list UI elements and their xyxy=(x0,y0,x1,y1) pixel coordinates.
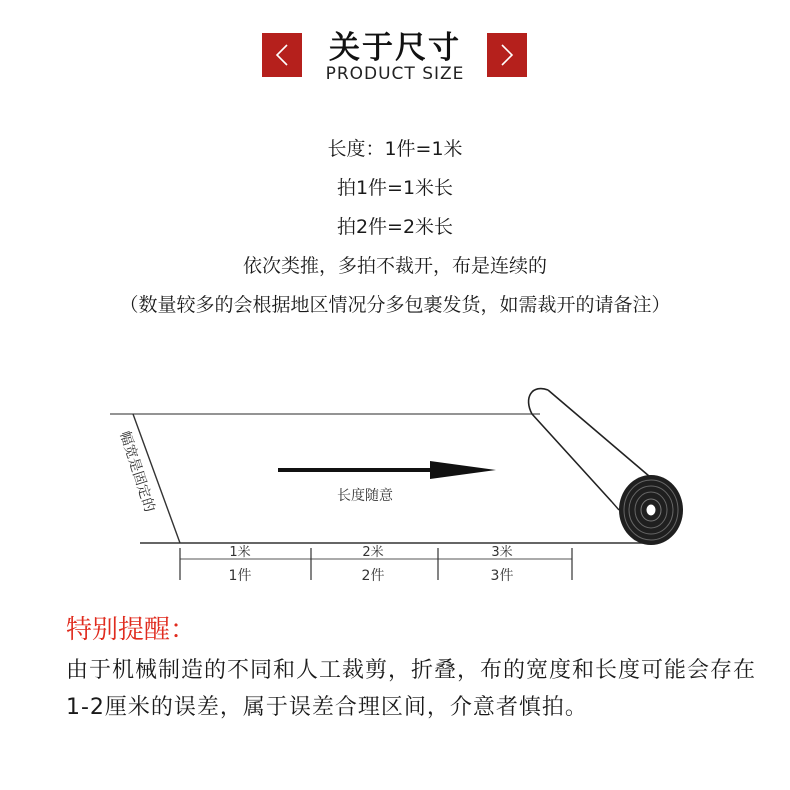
intro-line-1-piece: 拍1件=1米长 xyxy=(336,177,454,199)
length-label: 长度随意 xyxy=(337,488,393,504)
segment-meters: 1米 xyxy=(229,545,251,560)
segment-pieces: 3件 xyxy=(490,568,514,584)
segment-pieces: 2件 xyxy=(361,568,385,584)
page-title: 关于尺寸 xyxy=(329,30,461,66)
fabric-roll-diagram xyxy=(0,370,790,590)
notice-title: 特别提醒： xyxy=(66,615,197,645)
measure-ruler xyxy=(180,544,572,584)
intro-line-2-piece: 拍2件=2米长 xyxy=(336,216,454,238)
intro-line-shipping-note: （数量较多的会根据地区情况分多包裹发货，如需裁开的请备注） xyxy=(119,294,671,316)
next-button[interactable] xyxy=(487,33,527,77)
header xyxy=(0,0,790,100)
intro-line-length: 长度：1件=1米 xyxy=(327,138,463,160)
fabric-sheet xyxy=(110,414,650,543)
segment-pieces: 1件 xyxy=(228,568,252,584)
prev-button[interactable] xyxy=(262,33,302,77)
fabric-roll xyxy=(529,389,683,545)
notice-section xyxy=(66,608,756,726)
chevron-right-icon xyxy=(487,33,527,77)
segment-meters: 3米 xyxy=(491,545,513,560)
intro-line-continuous: 依次类推，多拍不裁开，布是连续的 xyxy=(242,255,547,277)
chevron-left-icon xyxy=(262,33,302,77)
segment-meters: 2米 xyxy=(362,545,384,560)
page-subtitle: PRODUCT SIZE xyxy=(325,64,465,84)
intro-text xyxy=(0,130,790,325)
length-arrow xyxy=(278,461,496,479)
width-label: 幅宽是固定的 xyxy=(116,429,158,515)
notice-body: 由于机械制造的不同和人工裁剪，折叠，布的宽度和长度可能会存在1-2厘米的误差，属于误差合理区间，介意者慎拍。 xyxy=(66,658,757,720)
